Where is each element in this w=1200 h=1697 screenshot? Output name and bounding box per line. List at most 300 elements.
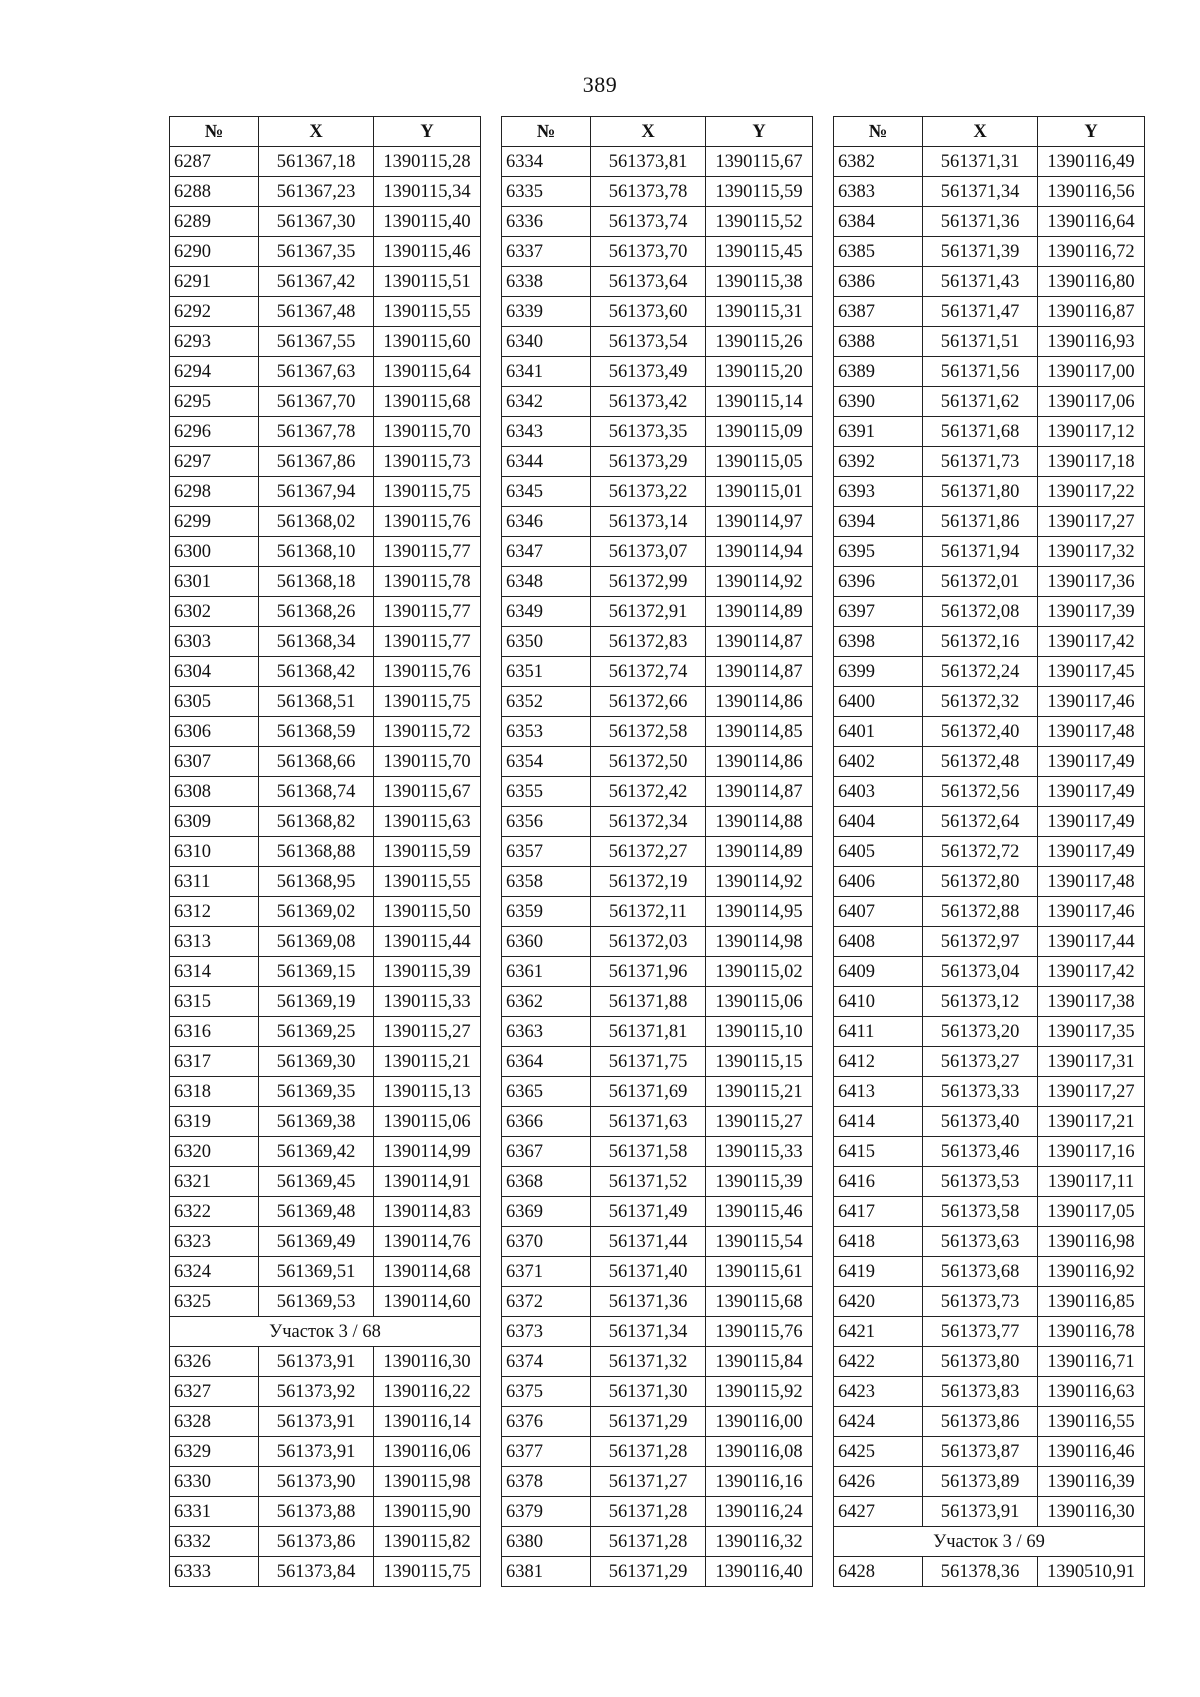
y-coordinate-cell: 1390114,91: [374, 1167, 481, 1197]
y-coordinate-cell: 1390115,26: [706, 327, 813, 357]
x-coordinate-cell: 561371,80: [923, 477, 1038, 507]
x-coordinate-cell: 561373,83: [923, 1377, 1038, 1407]
x-coordinate-cell: 561369,42: [259, 1137, 374, 1167]
x-coordinate-cell: 561371,40: [591, 1257, 706, 1287]
x-coordinate-cell: 561368,66: [259, 747, 374, 777]
table-row: [170, 807, 481, 837]
x-coordinate-cell: 561372,83: [591, 627, 706, 657]
point-number-cell: 6425: [834, 1437, 923, 1467]
table-row: [502, 1017, 813, 1047]
header-y: Y: [706, 117, 813, 147]
x-coordinate-cell: 561371,86: [923, 507, 1038, 537]
y-coordinate-cell: 1390116,78: [1038, 1317, 1145, 1347]
y-coordinate-cell: 1390115,75: [374, 1557, 481, 1587]
table-row: [502, 927, 813, 957]
table-row: [502, 1347, 813, 1377]
point-number-cell: 6320: [170, 1137, 259, 1167]
point-number-cell: 6332: [170, 1527, 259, 1557]
point-number-cell: 6302: [170, 597, 259, 627]
x-coordinate-cell: 561373,12: [923, 987, 1038, 1017]
x-coordinate-cell: 561368,10: [259, 537, 374, 567]
point-number-cell: 6391: [834, 417, 923, 447]
y-coordinate-cell: 1390116,22: [374, 1377, 481, 1407]
table-row: [170, 747, 481, 777]
y-coordinate-cell: 1390117,06: [1038, 387, 1145, 417]
table-row: [834, 717, 1145, 747]
table-row: [502, 417, 813, 447]
table-row: [502, 387, 813, 417]
table-row: [502, 357, 813, 387]
table-row: [502, 657, 813, 687]
x-coordinate-cell: 561372,03: [591, 927, 706, 957]
table-row: [170, 1557, 481, 1587]
y-coordinate-cell: 1390116,85: [1038, 1287, 1145, 1317]
table-row: [502, 957, 813, 987]
table-row: [502, 1407, 813, 1437]
point-number-cell: 6427: [834, 1497, 923, 1527]
table-row: [834, 597, 1145, 627]
x-coordinate-cell: 561372,88: [923, 897, 1038, 927]
y-coordinate-cell: 1390114,89: [706, 597, 813, 627]
x-coordinate-cell: 561371,29: [591, 1557, 706, 1587]
x-coordinate-cell: 561367,55: [259, 327, 374, 357]
point-number-cell: 6426: [834, 1467, 923, 1497]
x-coordinate-cell: 561367,86: [259, 447, 374, 477]
x-coordinate-cell: 561367,48: [259, 297, 374, 327]
point-number-cell: 6375: [502, 1377, 591, 1407]
table-header-row: [170, 117, 481, 147]
x-coordinate-cell: 561372,19: [591, 867, 706, 897]
table-row: [170, 1347, 481, 1377]
table-row: [834, 1287, 1145, 1317]
point-number-cell: 6387: [834, 297, 923, 327]
table-row: [834, 1137, 1145, 1167]
y-coordinate-cell: 1390117,49: [1038, 777, 1145, 807]
point-number-cell: 6380: [502, 1527, 591, 1557]
point-number-cell: 6404: [834, 807, 923, 837]
header-number: №: [834, 117, 923, 147]
x-coordinate-cell: 561373,54: [591, 327, 706, 357]
y-coordinate-cell: 1390115,01: [706, 477, 813, 507]
point-number-cell: 6361: [502, 957, 591, 987]
y-coordinate-cell: 1390114,87: [706, 657, 813, 687]
header-x: X: [923, 117, 1038, 147]
y-coordinate-cell: 1390114,88: [706, 807, 813, 837]
y-coordinate-cell: 1390117,18: [1038, 447, 1145, 477]
table-row: [502, 897, 813, 927]
table-row: [170, 537, 481, 567]
point-number-cell: 6422: [834, 1347, 923, 1377]
point-number-cell: 6366: [502, 1107, 591, 1137]
y-coordinate-cell: 1390116,39: [1038, 1467, 1145, 1497]
x-coordinate-cell: 561371,52: [591, 1167, 706, 1197]
point-number-cell: 6390: [834, 387, 923, 417]
point-number-cell: 6356: [502, 807, 591, 837]
y-coordinate-cell: 1390115,98: [374, 1467, 481, 1497]
x-coordinate-cell: 561371,27: [591, 1467, 706, 1497]
y-coordinate-cell: 1390115,06: [374, 1107, 481, 1137]
table-row: [170, 507, 481, 537]
point-number-cell: 6382: [834, 147, 923, 177]
y-coordinate-cell: 1390115,55: [374, 867, 481, 897]
x-coordinate-cell: 561367,30: [259, 207, 374, 237]
table-row: [834, 1377, 1145, 1407]
x-coordinate-cell: 561373,27: [923, 1047, 1038, 1077]
table-row: [502, 837, 813, 867]
table-header-row: [834, 117, 1145, 147]
y-coordinate-cell: 1390114,99: [374, 1137, 481, 1167]
table-row: [834, 1017, 1145, 1047]
x-coordinate-cell: 561372,66: [591, 687, 706, 717]
y-coordinate-cell: 1390115,34: [374, 177, 481, 207]
point-number-cell: 6386: [834, 267, 923, 297]
y-coordinate-cell: 1390117,46: [1038, 687, 1145, 717]
point-number-cell: 6410: [834, 987, 923, 1017]
point-number-cell: 6338: [502, 267, 591, 297]
table-header-row: [502, 117, 813, 147]
x-coordinate-cell: 561372,27: [591, 837, 706, 867]
y-coordinate-cell: 1390117,27: [1038, 507, 1145, 537]
y-coordinate-cell: 1390115,75: [374, 477, 481, 507]
point-number-cell: 6292: [170, 297, 259, 327]
table-row: [170, 1257, 481, 1287]
x-coordinate-cell: 561371,88: [591, 987, 706, 1017]
table-row: [502, 687, 813, 717]
x-coordinate-cell: 561373,53: [923, 1167, 1038, 1197]
y-coordinate-cell: 1390116,56: [1038, 177, 1145, 207]
y-coordinate-cell: 1390115,76: [706, 1317, 813, 1347]
y-coordinate-cell: 1390115,46: [706, 1197, 813, 1227]
x-coordinate-cell: 561371,31: [923, 147, 1038, 177]
y-coordinate-cell: 1390115,55: [374, 297, 481, 327]
point-number-cell: 6412: [834, 1047, 923, 1077]
point-number-cell: 6385: [834, 237, 923, 267]
x-coordinate-cell: 561372,42: [591, 777, 706, 807]
x-coordinate-cell: 561369,25: [259, 1017, 374, 1047]
y-coordinate-cell: 1390115,45: [706, 237, 813, 267]
y-coordinate-cell: 1390115,21: [706, 1077, 813, 1107]
table-row: [170, 897, 481, 927]
x-coordinate-cell: 561369,19: [259, 987, 374, 1017]
point-number-cell: 6337: [502, 237, 591, 267]
x-coordinate-cell: 561368,34: [259, 627, 374, 657]
point-number-cell: 6364: [502, 1047, 591, 1077]
point-number-cell: 6353: [502, 717, 591, 747]
y-coordinate-cell: 1390115,50: [374, 897, 481, 927]
point-number-cell: 6346: [502, 507, 591, 537]
x-coordinate-cell: 561371,62: [923, 387, 1038, 417]
x-coordinate-cell: 561372,56: [923, 777, 1038, 807]
point-number-cell: 6379: [502, 1497, 591, 1527]
point-number-cell: 6298: [170, 477, 259, 507]
x-coordinate-cell: 561371,36: [923, 207, 1038, 237]
x-coordinate-cell: 561373,70: [591, 237, 706, 267]
point-number-cell: 6317: [170, 1047, 259, 1077]
header-y: Y: [374, 117, 481, 147]
x-coordinate-cell: 561373,86: [923, 1407, 1038, 1437]
y-coordinate-cell: 1390117,21: [1038, 1107, 1145, 1137]
y-coordinate-cell: 1390116,30: [1038, 1497, 1145, 1527]
y-coordinate-cell: 1390117,00: [1038, 357, 1145, 387]
point-number-cell: 6420: [834, 1287, 923, 1317]
table-row: [170, 1527, 481, 1557]
coordinates-table-middle: [501, 116, 813, 1587]
table-row: [170, 627, 481, 657]
y-coordinate-cell: 1390115,75: [374, 687, 481, 717]
y-coordinate-cell: 1390115,27: [374, 1017, 481, 1047]
y-coordinate-cell: 1390115,54: [706, 1227, 813, 1257]
point-number-cell: 6403: [834, 777, 923, 807]
point-number-cell: 6304: [170, 657, 259, 687]
y-coordinate-cell: 1390114,94: [706, 537, 813, 567]
x-coordinate-cell: 561373,64: [591, 267, 706, 297]
y-coordinate-cell: 1390116,80: [1038, 267, 1145, 297]
point-number-cell: 6397: [834, 597, 923, 627]
y-coordinate-cell: 1390116,93: [1038, 327, 1145, 357]
y-coordinate-cell: 1390117,42: [1038, 957, 1145, 987]
table-row: [170, 417, 481, 447]
x-coordinate-cell: 561373,92: [259, 1377, 374, 1407]
y-coordinate-cell: 1390115,38: [706, 267, 813, 297]
section-row: [170, 1317, 481, 1347]
x-coordinate-cell: 561372,24: [923, 657, 1038, 687]
x-coordinate-cell: 561373,68: [923, 1257, 1038, 1287]
point-number-cell: 6329: [170, 1437, 259, 1467]
x-coordinate-cell: 561373,77: [923, 1317, 1038, 1347]
x-coordinate-cell: 561373,74: [591, 207, 706, 237]
point-number-cell: 6358: [502, 867, 591, 897]
x-coordinate-cell: 561371,28: [591, 1497, 706, 1527]
point-number-cell: 6381: [502, 1557, 591, 1587]
point-number-cell: 6301: [170, 567, 259, 597]
table-row: [834, 1077, 1145, 1107]
point-number-cell: 6321: [170, 1167, 259, 1197]
table-row: [834, 1437, 1145, 1467]
table-row: [834, 1467, 1145, 1497]
x-coordinate-cell: 561373,35: [591, 417, 706, 447]
x-coordinate-cell: 561373,90: [259, 1467, 374, 1497]
x-coordinate-cell: 561373,46: [923, 1137, 1038, 1167]
y-coordinate-cell: 1390117,39: [1038, 597, 1145, 627]
point-number-cell: 6418: [834, 1227, 923, 1257]
table-row: [834, 267, 1145, 297]
table-row: [834, 567, 1145, 597]
table-row: [502, 567, 813, 597]
x-coordinate-cell: 561372,50: [591, 747, 706, 777]
y-coordinate-cell: 1390115,28: [374, 147, 481, 177]
point-number-cell: 6303: [170, 627, 259, 657]
point-number-cell: 6323: [170, 1227, 259, 1257]
y-coordinate-cell: 1390116,92: [1038, 1257, 1145, 1287]
table-row: [834, 447, 1145, 477]
table-row: [834, 837, 1145, 867]
y-coordinate-cell: 1390115,82: [374, 1527, 481, 1557]
x-coordinate-cell: 561368,74: [259, 777, 374, 807]
table-row: [170, 477, 481, 507]
y-coordinate-cell: 1390117,05: [1038, 1197, 1145, 1227]
y-coordinate-cell: 1390114,68: [374, 1257, 481, 1287]
x-coordinate-cell: 561368,18: [259, 567, 374, 597]
x-coordinate-cell: 561367,35: [259, 237, 374, 267]
point-number-cell: 6396: [834, 567, 923, 597]
y-coordinate-cell: 1390116,24: [706, 1497, 813, 1527]
x-coordinate-cell: 561373,88: [259, 1497, 374, 1527]
x-coordinate-cell: 561371,68: [923, 417, 1038, 447]
y-coordinate-cell: 1390115,14: [706, 387, 813, 417]
y-coordinate-cell: 1390114,85: [706, 717, 813, 747]
x-coordinate-cell: 561367,70: [259, 387, 374, 417]
point-number-cell: 6409: [834, 957, 923, 987]
x-coordinate-cell: 561371,94: [923, 537, 1038, 567]
table-row: [170, 1467, 481, 1497]
x-coordinate-cell: 561369,15: [259, 957, 374, 987]
x-coordinate-cell: 561367,78: [259, 417, 374, 447]
x-coordinate-cell: 561372,91: [591, 597, 706, 627]
table-row: [834, 207, 1145, 237]
point-number-cell: 6423: [834, 1377, 923, 1407]
table-row: [502, 267, 813, 297]
y-coordinate-cell: 1390115,31: [706, 297, 813, 327]
x-coordinate-cell: 561372,11: [591, 897, 706, 927]
table-row: [834, 387, 1145, 417]
y-coordinate-cell: 1390117,11: [1038, 1167, 1145, 1197]
x-coordinate-cell: 561371,36: [591, 1287, 706, 1317]
x-coordinate-cell: 561378,36: [923, 1557, 1038, 1587]
x-coordinate-cell: 561373,89: [923, 1467, 1038, 1497]
table-row: [502, 1227, 813, 1257]
table-row: [502, 1287, 813, 1317]
x-coordinate-cell: 561373,29: [591, 447, 706, 477]
table-row: [502, 777, 813, 807]
table-row: [502, 1167, 813, 1197]
point-number-cell: 6350: [502, 627, 591, 657]
y-coordinate-cell: 1390114,92: [706, 567, 813, 597]
y-coordinate-cell: 1390114,83: [374, 1197, 481, 1227]
x-coordinate-cell: 561371,63: [591, 1107, 706, 1137]
table-row: [170, 1287, 481, 1317]
point-number-cell: 6417: [834, 1197, 923, 1227]
y-coordinate-cell: 1390115,40: [374, 207, 481, 237]
y-coordinate-cell: 1390115,05: [706, 447, 813, 477]
y-coordinate-cell: 1390115,46: [374, 237, 481, 267]
x-coordinate-cell: 561367,63: [259, 357, 374, 387]
y-coordinate-cell: 1390115,61: [706, 1257, 813, 1287]
point-number-cell: 6377: [502, 1437, 591, 1467]
x-coordinate-cell: 561369,38: [259, 1107, 374, 1137]
y-coordinate-cell: 1390116,87: [1038, 297, 1145, 327]
x-coordinate-cell: 561373,81: [591, 147, 706, 177]
point-number-cell: 6413: [834, 1077, 923, 1107]
table-row: [502, 717, 813, 747]
table-row: [170, 297, 481, 327]
x-coordinate-cell: 561373,04: [923, 957, 1038, 987]
table-row: [502, 537, 813, 567]
x-coordinate-cell: 561372,64: [923, 807, 1038, 837]
table-row: [834, 537, 1145, 567]
point-number-cell: 6400: [834, 687, 923, 717]
point-number-cell: 6349: [502, 597, 591, 627]
table-row: [834, 1407, 1145, 1437]
y-coordinate-cell: 1390117,49: [1038, 747, 1145, 777]
y-coordinate-cell: 1390115,39: [706, 1167, 813, 1197]
table-row: [834, 987, 1145, 1017]
y-coordinate-cell: 1390115,68: [374, 387, 481, 417]
x-coordinate-cell: 561369,30: [259, 1047, 374, 1077]
point-number-cell: 6384: [834, 207, 923, 237]
y-coordinate-cell: 1390117,38: [1038, 987, 1145, 1017]
y-coordinate-cell: 1390115,15: [706, 1047, 813, 1077]
table-row: [502, 477, 813, 507]
x-coordinate-cell: 561372,01: [923, 567, 1038, 597]
table-row: [834, 1257, 1145, 1287]
point-number-cell: 6360: [502, 927, 591, 957]
table-row: [834, 627, 1145, 657]
y-coordinate-cell: 1390116,14: [374, 1407, 481, 1437]
point-number-cell: 6341: [502, 357, 591, 387]
point-number-cell: 6424: [834, 1407, 923, 1437]
table-row: [170, 1227, 481, 1257]
table-row: [834, 1047, 1145, 1077]
y-coordinate-cell: 1390117,45: [1038, 657, 1145, 687]
y-coordinate-cell: 1390115,67: [706, 147, 813, 177]
point-number-cell: 6421: [834, 1317, 923, 1347]
x-coordinate-cell: 561371,96: [591, 957, 706, 987]
x-coordinate-cell: 561367,42: [259, 267, 374, 297]
x-coordinate-cell: 561372,48: [923, 747, 1038, 777]
point-number-cell: 6372: [502, 1287, 591, 1317]
y-coordinate-cell: 1390116,49: [1038, 147, 1145, 177]
table-row: [834, 1317, 1145, 1347]
x-coordinate-cell: 561372,32: [923, 687, 1038, 717]
table-row: [170, 1107, 481, 1137]
table-row: [502, 327, 813, 357]
x-coordinate-cell: 561369,51: [259, 1257, 374, 1287]
point-number-cell: 6347: [502, 537, 591, 567]
x-coordinate-cell: 561371,29: [591, 1407, 706, 1437]
y-coordinate-cell: 1390115,70: [374, 417, 481, 447]
point-number-cell: 6307: [170, 747, 259, 777]
x-coordinate-cell: 561371,73: [923, 447, 1038, 477]
table-row: [502, 1047, 813, 1077]
y-coordinate-cell: 1390114,87: [706, 627, 813, 657]
point-number-cell: 6308: [170, 777, 259, 807]
y-coordinate-cell: 1390114,98: [706, 927, 813, 957]
table-row: [834, 147, 1145, 177]
table-row: [502, 447, 813, 477]
table-row: [170, 447, 481, 477]
point-number-cell: 6383: [834, 177, 923, 207]
x-coordinate-cell: 561371,56: [923, 357, 1038, 387]
point-number-cell: 6357: [502, 837, 591, 867]
point-number-cell: 6309: [170, 807, 259, 837]
point-number-cell: 6388: [834, 327, 923, 357]
table-row: [502, 1497, 813, 1527]
table-row: [834, 1497, 1145, 1527]
table-row: [170, 1197, 481, 1227]
point-number-cell: 6342: [502, 387, 591, 417]
table-row: [170, 177, 481, 207]
point-number-cell: 6395: [834, 537, 923, 567]
point-number-cell: 6376: [502, 1407, 591, 1437]
point-number-cell: 6335: [502, 177, 591, 207]
x-coordinate-cell: 561371,75: [591, 1047, 706, 1077]
y-coordinate-cell: 1390114,86: [706, 687, 813, 717]
y-coordinate-cell: 1390117,35: [1038, 1017, 1145, 1047]
y-coordinate-cell: 1390117,42: [1038, 627, 1145, 657]
point-number-cell: 6348: [502, 567, 591, 597]
point-number-cell: 6287: [170, 147, 259, 177]
y-coordinate-cell: 1390114,60: [374, 1287, 481, 1317]
